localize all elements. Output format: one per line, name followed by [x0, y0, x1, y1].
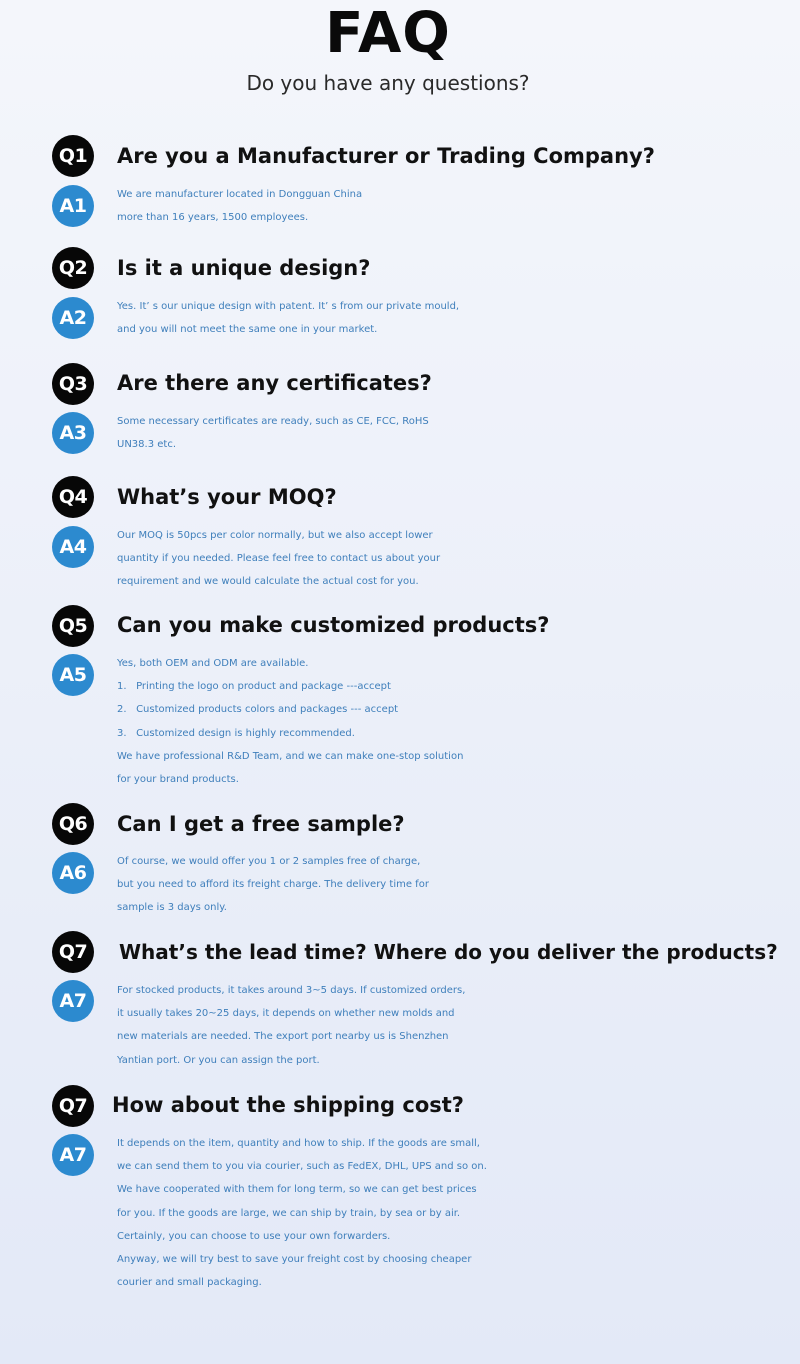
answer-badge: A2 — [52, 297, 94, 339]
answer-line: but you need to afford its freight charge. The delivery time for — [117, 879, 429, 891]
answer-line: Of course, we would offer you 1 or 2 samples free of charge, — [117, 856, 421, 867]
answer-badge: A7 — [52, 1134, 94, 1176]
page-title: FAQ — [325, 1, 451, 66]
answer-line: UN38.3 etc. — [117, 439, 176, 451]
answer-text — [117, 524, 797, 594]
answer-line: Our MOQ is 50pcs per color normally, but we also accept lower — [117, 530, 433, 541]
question-badge: Q4 — [52, 476, 94, 518]
answer-line: We have cooperated with them for long term, so we can get best prices — [117, 1184, 477, 1196]
answer-badge: A7 — [52, 980, 94, 1022]
answer-badge: A3 — [52, 412, 94, 454]
question-text: Can I get a free sample? — [117, 812, 405, 836]
page-subtitle: Do you have any questions? — [246, 71, 530, 95]
question-badge: Q7 — [52, 931, 94, 973]
answer-line: 3. Customized design is highly recommended. — [117, 727, 355, 739]
answer-line: more than 16 years, 1500 employees. — [117, 212, 309, 224]
answer-badge: A6 — [52, 852, 94, 894]
answer-text — [117, 183, 797, 229]
question-badge: Q7 — [52, 1085, 94, 1127]
answer-line: We are manufacturer located in Dongguan China — [117, 189, 363, 200]
answer-text — [117, 1132, 797, 1294]
answer-line: It depends on the item, quantity and how to ship. If the goods are small, — [117, 1138, 480, 1149]
answer-text — [117, 850, 797, 920]
answer-text — [117, 295, 797, 341]
answer-line: Yes, both OEM and ODM are available. — [117, 658, 309, 669]
answer-line: requirement and we would calculate the actual cost for you. — [117, 576, 419, 588]
question-text: Are there any certificates? — [117, 371, 432, 395]
answer-line: sample is 3 days only. — [117, 902, 227, 914]
answer-line: for you. If the goods are large, we can ship by train, by sea or by air. — [117, 1207, 461, 1219]
answer-line: 1. Printing the logo on product and package ---accept — [117, 681, 391, 693]
answer-line: Anyway, we will try best to save your freight cost by choosing cheaper — [117, 1254, 472, 1266]
question-badge: Q1 — [52, 135, 94, 177]
answer-text — [117, 979, 797, 1072]
answer-line: for your brand products. — [117, 774, 239, 786]
answer-badge: A1 — [52, 185, 94, 227]
answer-line: and you will not meet the same one in your market. — [117, 324, 378, 336]
question-badge: Q3 — [52, 363, 94, 405]
question-badge: Q5 — [52, 605, 94, 647]
answer-line: courier and small packaging. — [117, 1277, 262, 1289]
answer-line: it usually takes 20~25 days, it depends on whether new molds and — [117, 1008, 455, 1020]
answer-line: we can send them to you via courier, such as FedEX, DHL, UPS and so on. — [117, 1161, 487, 1173]
question-text: Is it a unique design? — [117, 256, 371, 280]
answer-text — [117, 410, 797, 456]
answer-line: Yes. It’ s our unique design with patent. It’ s from our private mould, — [117, 301, 460, 312]
answer-line: 2. Customized products colors and packages --- accept — [117, 704, 399, 716]
question-badge: Q6 — [52, 803, 94, 845]
question-text: How about the shipping cost? — [112, 1093, 464, 1117]
question-text: Can you make customized products? — [117, 613, 550, 637]
question-text: What’s the lead time? Where do you deliver the products? — [119, 940, 778, 964]
answer-line: Certainly, you can choose to use your own forwarders. — [117, 1230, 391, 1242]
answer-badge: A5 — [52, 654, 94, 696]
answer-line: We have professional R&D Team, and we can make one-stop solution — [117, 750, 464, 762]
question-text: Are you a Manufacturer or Trading Company? — [117, 144, 655, 168]
answer-line: Yantian port. Or you can assign the port. — [117, 1054, 320, 1066]
answer-line: new materials are needed. The export port nearby us is Shenzhen — [117, 1031, 449, 1043]
question-badge: Q2 — [52, 247, 94, 289]
question-text: What’s your MOQ? — [117, 485, 337, 509]
answer-badge: A4 — [52, 526, 94, 568]
answer-text — [117, 652, 797, 791]
answer-line: For stocked products, it takes around 3~5 days. If customized orders, — [117, 985, 466, 996]
answer-line: quantity if you needed. Please feel free to contact us about your — [117, 553, 441, 565]
answer-line: Some necessary certificates are ready, such as CE, FCC, RoHS — [117, 416, 429, 427]
